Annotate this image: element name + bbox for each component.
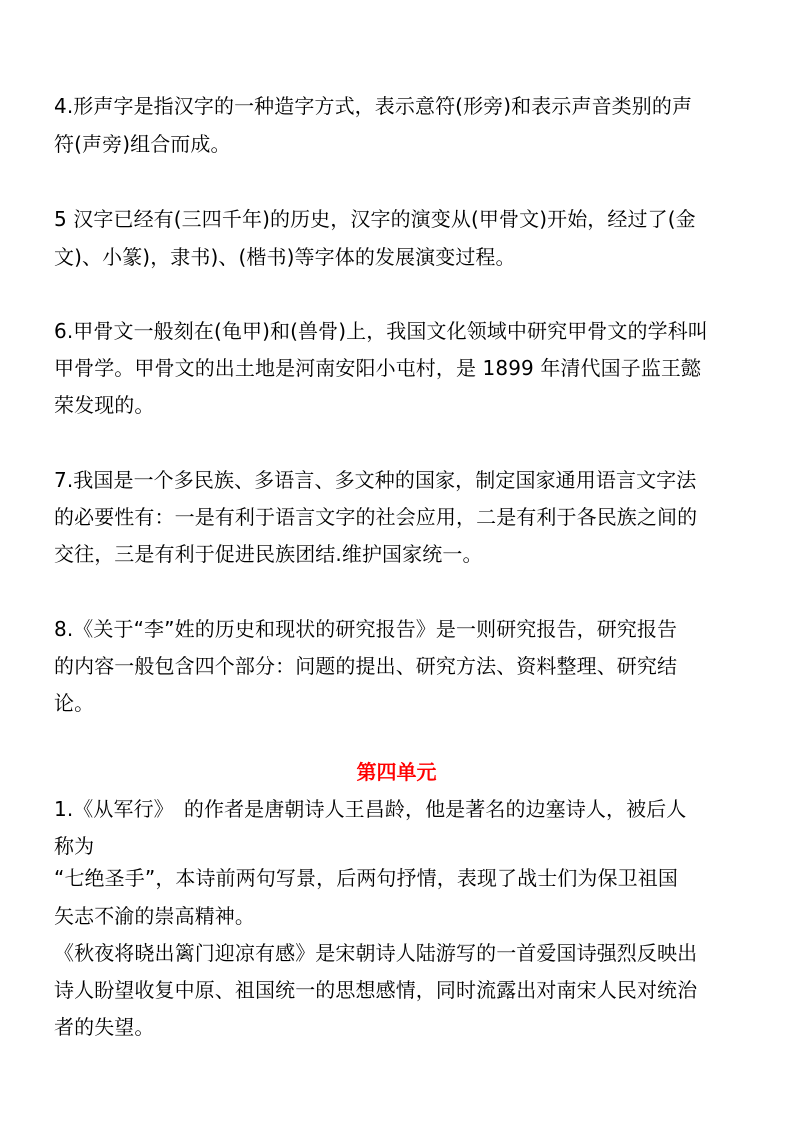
paragraph-4-line-1: 4.形声字是指汉字的一种造字方式，表示意符(形旁)和表示声音类别的声 (54, 94, 693, 118)
section-line-3: “七绝圣手”，本诗前两句写景，后两句抒情，表现了战士们为保卫祖国 (54, 866, 678, 890)
paragraph-4-line-2: 符(声旁)组合而成。 (54, 132, 231, 156)
paragraph-8-line-2: 的内容一般包含四个部分：问题的提出、研究方法、资料整理、研究结 (54, 654, 678, 678)
section-line-7: 者的失望。 (54, 1015, 155, 1039)
paragraph-7-line-3: 交往，三是有利于促进民族团结.维护国家统一。 (54, 542, 483, 566)
section-line-2: 称为 (54, 834, 95, 858)
paragraph-8-line-3: 论。 (54, 691, 95, 715)
paragraph-6-line-2: 甲骨学。甲骨文的出土地是河南安阳小屯村，是 1899 年清代国子监王懿 (54, 356, 702, 380)
paragraph-6-line-3: 荣发现的。 (54, 393, 155, 417)
section-line-4: 矢志不渝的崇高精神。 (54, 904, 255, 928)
section-line-6: 诗人盼望收复中原、祖国统一的思想感情，同时流露出对南宋人民对统治 (54, 978, 698, 1002)
paragraph-5-line-1: 5 汉字已经有(三四千年)的历史，汉字的演变从(甲骨文)开始，经过了(金 (54, 207, 696, 231)
paragraph-5-line-2: 文)、小篆)，隶书)、(楷书)等字体的发展演变过程。 (54, 245, 516, 269)
section-heading: 第四单元 (356, 760, 437, 784)
paragraph-6-line-1: 6.甲骨文一般刻在(龟甲)和(兽骨)上，我国文化领域中研究甲骨文的学科叫 (54, 319, 708, 343)
paragraph-7-line-1: 7.我国是一个多民族、多语言、多文种的国家，制定国家通用语言文字法 (54, 468, 697, 492)
section-line-5: 《秋夜将晓出篱门迎凉有感》是宋朝诗人陆游写的一首爱国诗强烈反映出 (54, 941, 698, 965)
paragraph-7-line-2: 的必要性有：一是有利于语言文字的社会应用，二是有利于各民族之间的 (54, 505, 698, 529)
section-line-1: 1.《从军行》 的作者是唐朝诗人王昌龄，他是著名的边塞诗人，被后人 (54, 797, 687, 821)
paragraph-8-line-1: 8.《关于“李”姓的历史和现状的研究报告》是一则研究报告，研究报告 (54, 617, 678, 641)
